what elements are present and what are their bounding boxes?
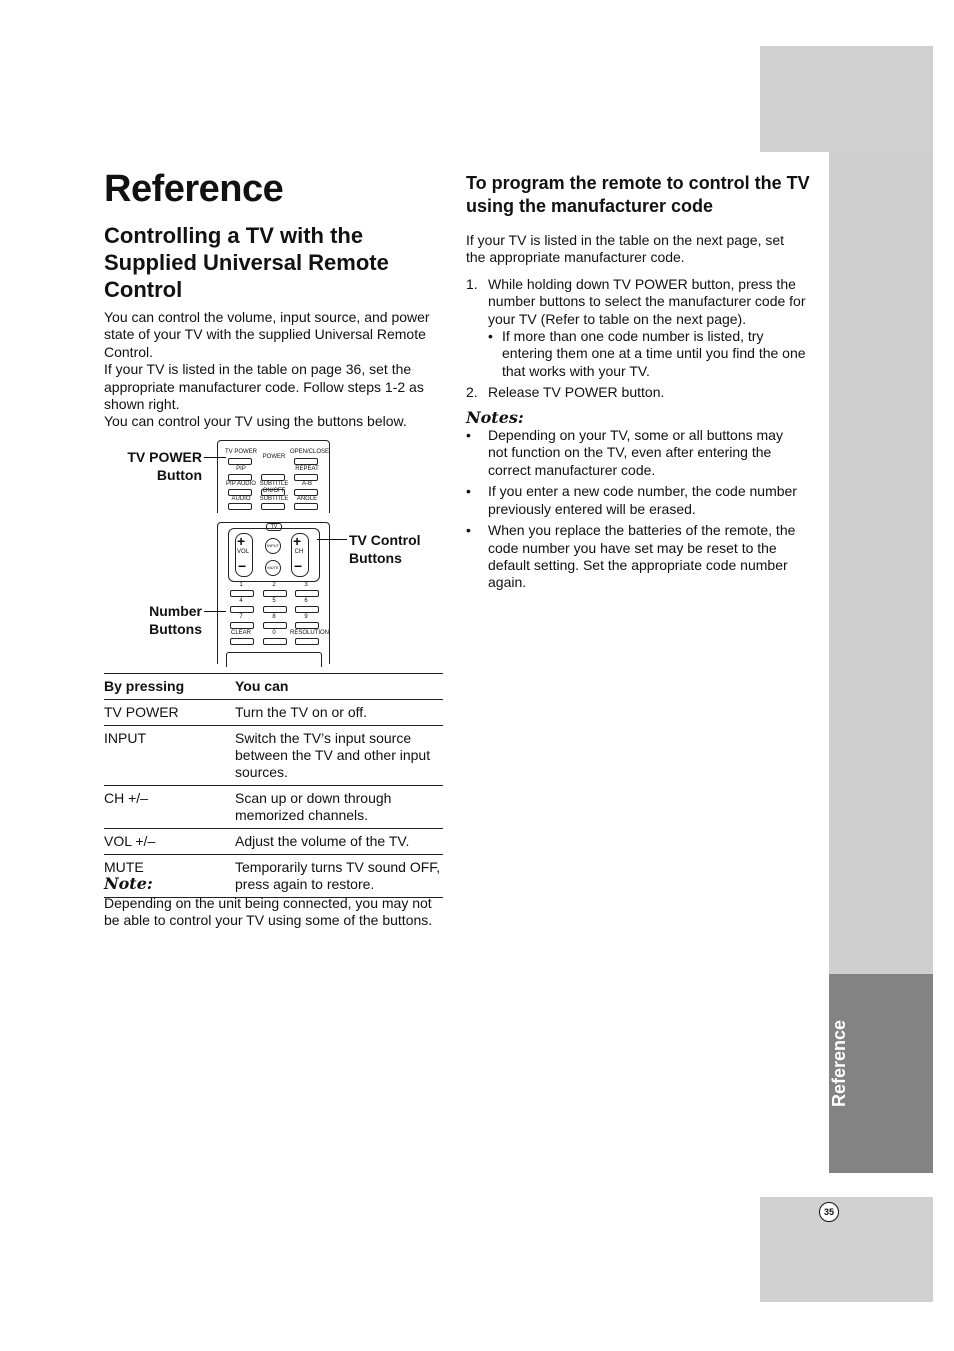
right-intro: If your TV is listed in the table on the next page, set the appropriate manufacturer code. bbox=[466, 232, 785, 266]
audio-key-label: AUDIO bbox=[231, 496, 251, 502]
table-cell-value: Turn the TV on or off. bbox=[235, 704, 368, 720]
vol-label: VOL bbox=[236, 549, 249, 555]
table-cell-key: CH +/– bbox=[104, 790, 148, 806]
function-table bbox=[104, 673, 443, 898]
pip-key bbox=[228, 474, 252, 481]
table-cell-key: INPUT bbox=[104, 730, 146, 746]
pip-audio-key-label: PIP AUDIO bbox=[226, 481, 256, 487]
digit-key-label: 9 bbox=[304, 614, 308, 620]
table-cell-value: Scan up or down through memorized channels. bbox=[235, 790, 392, 823]
notes-item bbox=[466, 427, 806, 479]
subtitle-key-label: SUBTITLE bbox=[259, 496, 289, 502]
zero-key-label: 0 bbox=[272, 630, 276, 636]
input-key: INPUT bbox=[265, 538, 281, 554]
table-header-cell: By pressing bbox=[104, 678, 185, 694]
table-header-cell: You can bbox=[235, 678, 289, 694]
bullet-glyph: • bbox=[488, 328, 493, 345]
section-heading: Controlling a TV with the Supplied Universal Remote Control bbox=[104, 223, 389, 302]
tv-power-key-label: TV POWER bbox=[224, 449, 257, 455]
notes-item bbox=[466, 522, 806, 592]
digit-key-label: 3 bbox=[304, 582, 308, 588]
digit-key bbox=[295, 622, 319, 629]
clear-key bbox=[230, 638, 254, 645]
subtitle-on-off-key bbox=[261, 489, 285, 496]
digit-key bbox=[230, 606, 254, 613]
table-cell-key: TV POWER bbox=[104, 704, 179, 720]
margin-band-top bbox=[760, 46, 933, 152]
bullet-glyph: • bbox=[466, 427, 471, 444]
table-row bbox=[104, 786, 443, 829]
pip-key-label: PIP bbox=[236, 466, 246, 472]
minus-icon: − bbox=[238, 558, 247, 574]
table-row bbox=[104, 726, 443, 786]
open-close-key-label: OPEN/CLOSE bbox=[290, 449, 330, 455]
table-cell-value: Temporarily turns TV sound OFF, press again to restore. bbox=[235, 859, 441, 892]
table-cell-value: Adjust the volume of the TV. bbox=[235, 833, 410, 849]
digit-key-label: 6 bbox=[304, 598, 308, 604]
section-tab-label: Reference bbox=[829, 1019, 849, 1107]
step-sub-text: If more than one code number is listed, try entering them one at a time until you find the one that works with your TV. bbox=[502, 328, 806, 379]
notes-item-text: If you enter a new code number, the code number previously entered will be erased. bbox=[488, 483, 797, 517]
label-number-buttons: Number Buttons bbox=[149, 603, 202, 637]
repeat-key bbox=[294, 474, 318, 481]
plus-icon: + bbox=[293, 533, 302, 549]
page-number: 35 bbox=[819, 1202, 839, 1222]
table-header bbox=[104, 673, 443, 700]
mute-key: MUTE bbox=[265, 560, 281, 576]
repeat-key-label: REPEAT bbox=[295, 466, 319, 472]
step-number: 2. bbox=[466, 384, 478, 401]
table-row bbox=[104, 855, 443, 898]
digit-key bbox=[263, 590, 287, 597]
resolution-key-label: RESOLUTION bbox=[290, 630, 330, 636]
tv-power-key bbox=[228, 458, 252, 465]
instructions bbox=[466, 232, 806, 592]
intro-paragraph: You can control your TV using the buttons below. bbox=[104, 413, 407, 430]
digit-key bbox=[295, 606, 319, 613]
digit-key-label: 2 bbox=[272, 582, 276, 588]
right-heading: To program the remote to control the TV using the manufacturer code bbox=[466, 173, 810, 216]
table-row bbox=[104, 829, 443, 855]
notes-item bbox=[466, 483, 806, 518]
step-item bbox=[466, 384, 806, 401]
subtitle-on-off-key-label: SUBTITLE ON/OFF bbox=[259, 481, 289, 494]
margin-band-bottom bbox=[760, 1197, 933, 1302]
digit-key bbox=[230, 622, 254, 629]
intro bbox=[104, 309, 449, 431]
power-key bbox=[261, 474, 285, 481]
power-key-label: POWER bbox=[262, 454, 286, 460]
bullet-glyph: • bbox=[466, 522, 471, 539]
digit-key bbox=[263, 622, 287, 629]
digit-key-label: 8 bbox=[272, 614, 276, 620]
digit-key-label: 1 bbox=[239, 582, 243, 588]
a-b-key bbox=[294, 489, 318, 496]
table-cell-value: Switch the TV’s input source between the TV and other input sources. bbox=[235, 730, 431, 780]
notes-heading: Notes: bbox=[466, 407, 524, 427]
ch-label: CH bbox=[294, 549, 304, 555]
plus-icon: + bbox=[237, 533, 246, 549]
digit-key-label: 4 bbox=[239, 598, 243, 604]
audio-key bbox=[228, 503, 252, 510]
tv-indicator: TV bbox=[266, 523, 282, 531]
table-cell-key: VOL +/– bbox=[104, 833, 156, 849]
label-tv-power-button: TV POWER Button bbox=[127, 449, 202, 483]
pip-audio-key bbox=[228, 489, 252, 496]
notes-item-text: Depending on your TV, some or all buttons may not function on the TV, even after entering the correct manufacturer code. bbox=[488, 427, 783, 478]
subtitle-key bbox=[261, 503, 285, 510]
bullet-glyph: • bbox=[466, 483, 471, 500]
step-number: 1. bbox=[466, 275, 478, 292]
remote-lower-key bbox=[226, 652, 322, 667]
minus-icon: − bbox=[294, 558, 303, 574]
digit-key-label: 7 bbox=[239, 614, 243, 620]
step-text: While holding down TV POWER button, press the number buttons to select the manufacturer code for your TV (Refer to table on the next page). bbox=[488, 275, 806, 327]
step-sub-bullet bbox=[488, 328, 806, 380]
note-heading: Note: bbox=[104, 874, 153, 893]
a-b-key-label: A-B bbox=[301, 481, 312, 487]
open-close-key bbox=[294, 458, 318, 465]
note-text: Depending on the unit being connected, you may not be able to control your TV using some of the buttons. bbox=[104, 895, 433, 929]
clear-key-label: CLEAR bbox=[230, 630, 251, 636]
margin-band bbox=[829, 152, 933, 974]
label-tv-control-buttons: TV Control Buttons bbox=[349, 532, 421, 566]
angle-key-label: ANGLE bbox=[296, 496, 318, 502]
angle-key bbox=[294, 503, 318, 510]
table-row bbox=[104, 700, 443, 726]
step-text: Release TV POWER button. bbox=[488, 384, 665, 401]
digit-key bbox=[295, 590, 319, 597]
notes-item-text: When you replace the batteries of the remote, the code number you have set may be reset to the default setting. Set the appropriate code number again. bbox=[488, 522, 796, 591]
digit-key-label: 5 bbox=[272, 598, 276, 604]
page-title: Reference bbox=[104, 168, 284, 210]
step-item bbox=[466, 276, 806, 380]
resolution-key bbox=[295, 638, 319, 645]
remote-top-section bbox=[217, 440, 330, 513]
digit-key bbox=[263, 606, 287, 613]
intro-paragraph: If your TV is listed in the table on page 36, set the appropriate manufacturer code. Follow steps 1-2 as shown right. bbox=[104, 361, 424, 413]
digit-key bbox=[230, 590, 254, 597]
intro-paragraph: You can control the volume, input source, and power state of your TV with the supplied Universal Remote Control. bbox=[104, 309, 430, 360]
zero-key bbox=[263, 638, 287, 645]
table-cell-key: MUTE bbox=[104, 859, 144, 875]
remote-bottom-section bbox=[217, 522, 330, 664]
